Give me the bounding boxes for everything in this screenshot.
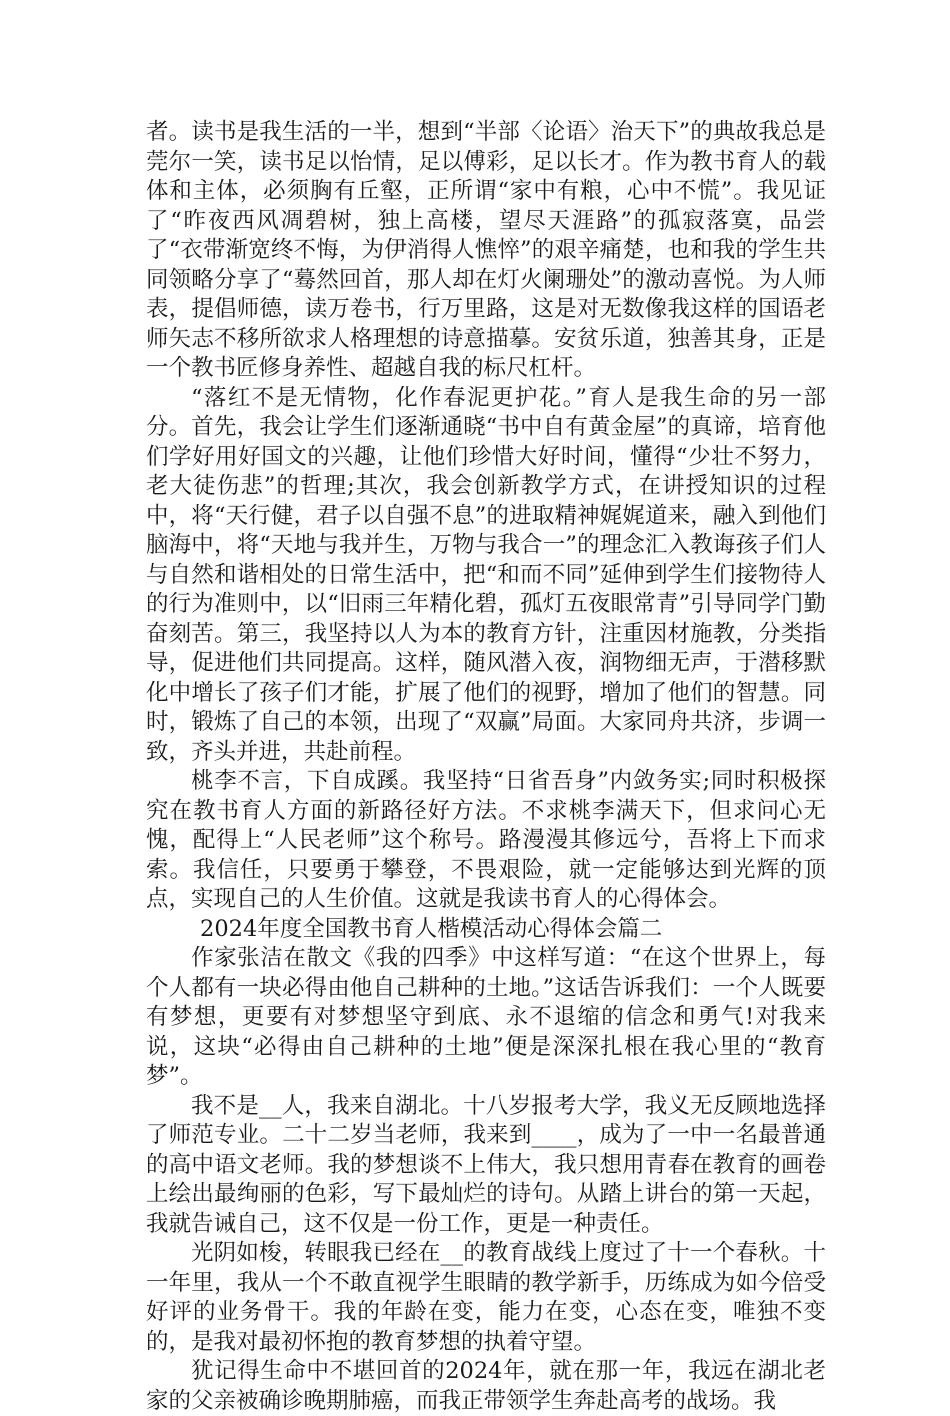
document-page xyxy=(146,118,826,1416)
section-heading: 2024年度全国教书育人楷模活动心得体会篇二 xyxy=(200,915,663,942)
paragraph-educating: “落红不是无情物，化作春泥更护花。”育人是我生命的另一部分。首先，我会让学生们逐渐通晓“书中自有黄金屋”的真谛，培育他们学好用好国文的兴趣，让他们珍惜大好时间，懂得“少壮不努力，老大徒伤悲”的哲理;其次，我会创新教学方式，在讲授知识的过程中，将“天行健，君子以自强不息”的进取精神娓娓道来，融入到他们脑海中，将“天地与我并生，万物与我合一”的理念汇入教诲孩子们人与自然和谐相处的日常生活中，把“和而不同”延伸到学生们接物待人的行为准则中，以“旧雨三年精化碧，孤灯五夜眼常青”引导同学门勤奋刻苦。第三，我坚持以人为本的教育方针，注重因材施教，分类指导，促进他们共同提高。这样，随风潜入夜，润物细无声，于潜移默化中增长了孩子们才能，扩展了他们的视野，增加了他们的智慧。同时，锻炼了自己的本领，出现了“双赢”局面。大家同舟共济，步调一致，齐头并进，共赴前程。 xyxy=(146,384,826,765)
paragraph-background: 我不是__人，我来自湖北。十八岁报考大学，我义无反顾地选择了师范专业。二十二岁当老师，我来到____，成为了一中一名最普通的高中语文老师。我的梦想谈不上伟大，我只想用青春在教育的画卷上绘出最绚丽的色彩，写下最灿烂的诗句。从踏上讲台的第一天起，我就告诫自己，这不仅是一份工作，更是一种责任。 xyxy=(146,1092,826,1237)
paragraph-eleven-years: 光阴如梭，转眼我已经在__的教育战线上度过了十一个春秋。十一年里，我从一个不敢直视学生眼睛的教学新手，历练成为如今倍受好评的业务骨干。我的年龄在变，能力在变，心态在变，唯独不变的，是我对最初怀抱的教育梦想的执着守望。 xyxy=(146,1240,826,1355)
paragraph-reading: 者。读书是我生活的一半，想到“半部〈论语〉治天下”的典故我总是莞尔一笑，读书足以怡情，足以傅彩，足以长才。作为教书育人的载体和主体，必须胸有丘壑，正所谓“家中有粮，心中不慌”。我见证了“昨夜西风凋碧树，独上高楼，望尽天涯路”的孤寂落寞，品尝了“衣带渐宽终不悔，为伊消得人憔悴”的艰辛痛楚，也和我的学生共同领略分享了“蓦然回首，那人却在灯火阑珊处”的激动喜悦。为人师表，提倡师德，读万卷书，行万里路，这是对无数像我这样的国语老师矢志不移所欲求人格理想的诗意描摹。安贫乐道，独善其身，正是一个教书匠修身养性、超越自我的标尺杠杆。 xyxy=(146,119,826,381)
paragraph-zhang-jie-quote: 作家张洁在散文《我的四季》中这样写道：“在这个世界上，每个人都有一块必得由他自己耕种的土地。”这话告诉我们：一个人既要有梦想，更要有对梦想坚守到底、永不退缩的信念和勇气!对我来说，这块“必得由自己耕种的土地”便是深深扎根在我心里的“教育梦”。 xyxy=(146,945,826,1089)
paragraph-memory: 犹记得生命中不堪回首的2024年，就在那一年，我远在湖北老家的父亲被确诊晚期肺癌，而我正带领学生奔赴高考的战场。我 xyxy=(146,1358,826,1414)
paragraph-peach-plum: 桃李不言，下自成蹊。我坚持“日省吾身”内敛务实;同时积极探究在教书育人方面的新路径好方法。不求桃李满天下，但求问心无愧，配得上“人民老师”这个称号。路漫漫其修远兮，吾将上下而求索。我信任，只要勇于攀登，不畏艰险，就一定能够达到光辉的顶点，实现自己的人生价值。这就是我读书育人的心得体会。 xyxy=(146,768,826,912)
